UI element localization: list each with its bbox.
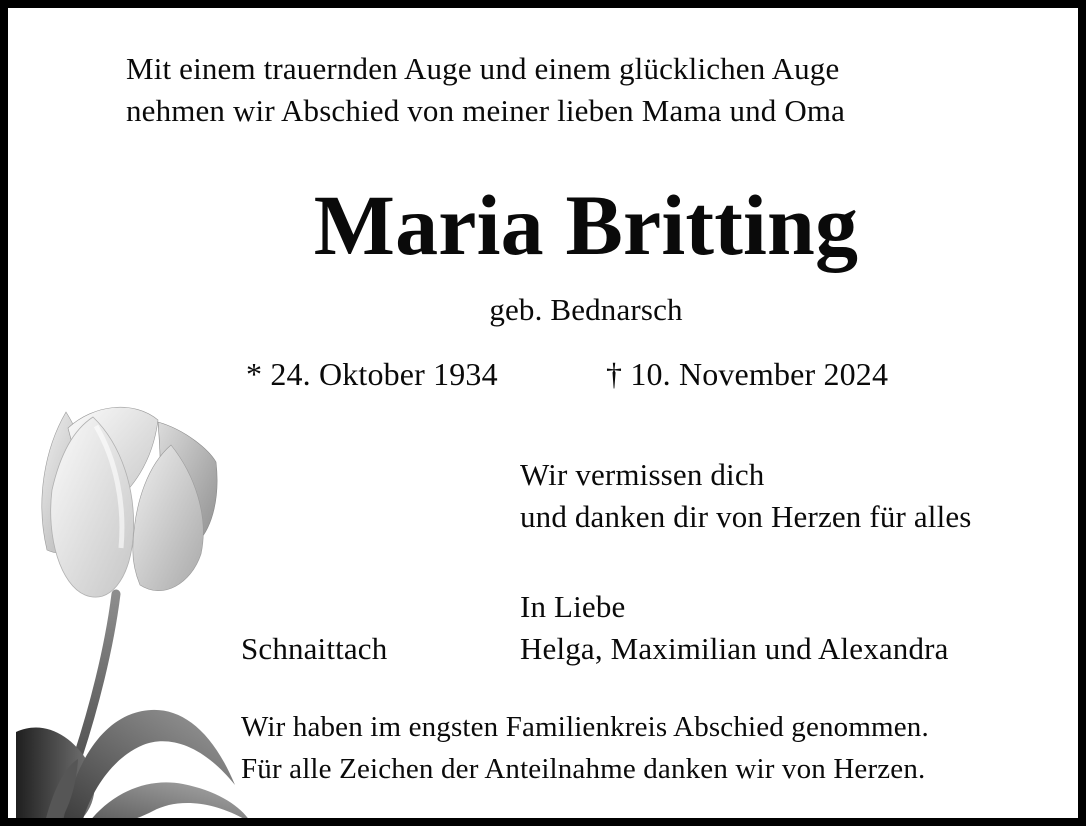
intro-text [126, 48, 845, 132]
place-name: Schnaittach [241, 631, 388, 666]
intro-line-2: nehmen wir Abschied von meiner lieben Mama und Oma [126, 93, 846, 128]
footer-line-1: Wir haben im engsten Familienkreis Abschied genommen. [241, 711, 929, 743]
family-names: Helga, Maximilian und Alexandra [520, 631, 949, 666]
death-date: † 10. November 2024 [606, 356, 889, 392]
message-line-1: Wir vermissen dich [520, 457, 765, 492]
tulip-photo [16, 398, 266, 826]
birth-name: geb. Bednarsch [489, 292, 683, 327]
message-line-2: und danken dir von Herzen für alles [520, 499, 972, 534]
closing-text [520, 586, 949, 670]
deceased-name: Maria Britting [313, 177, 859, 273]
intro-line-1: Mit einem trauernden Auge und einem glücklichen Auge [126, 51, 840, 86]
footer-line-2: Für alle Zeichen der Anteilnahme danken wir von Herzen. [241, 753, 926, 785]
birth-date: * 24. Oktober 1934 [246, 356, 498, 392]
tulip-illustration [16, 398, 266, 826]
closing-phrase: In Liebe [520, 589, 626, 624]
footer-text [241, 706, 929, 790]
message-text [520, 454, 972, 538]
